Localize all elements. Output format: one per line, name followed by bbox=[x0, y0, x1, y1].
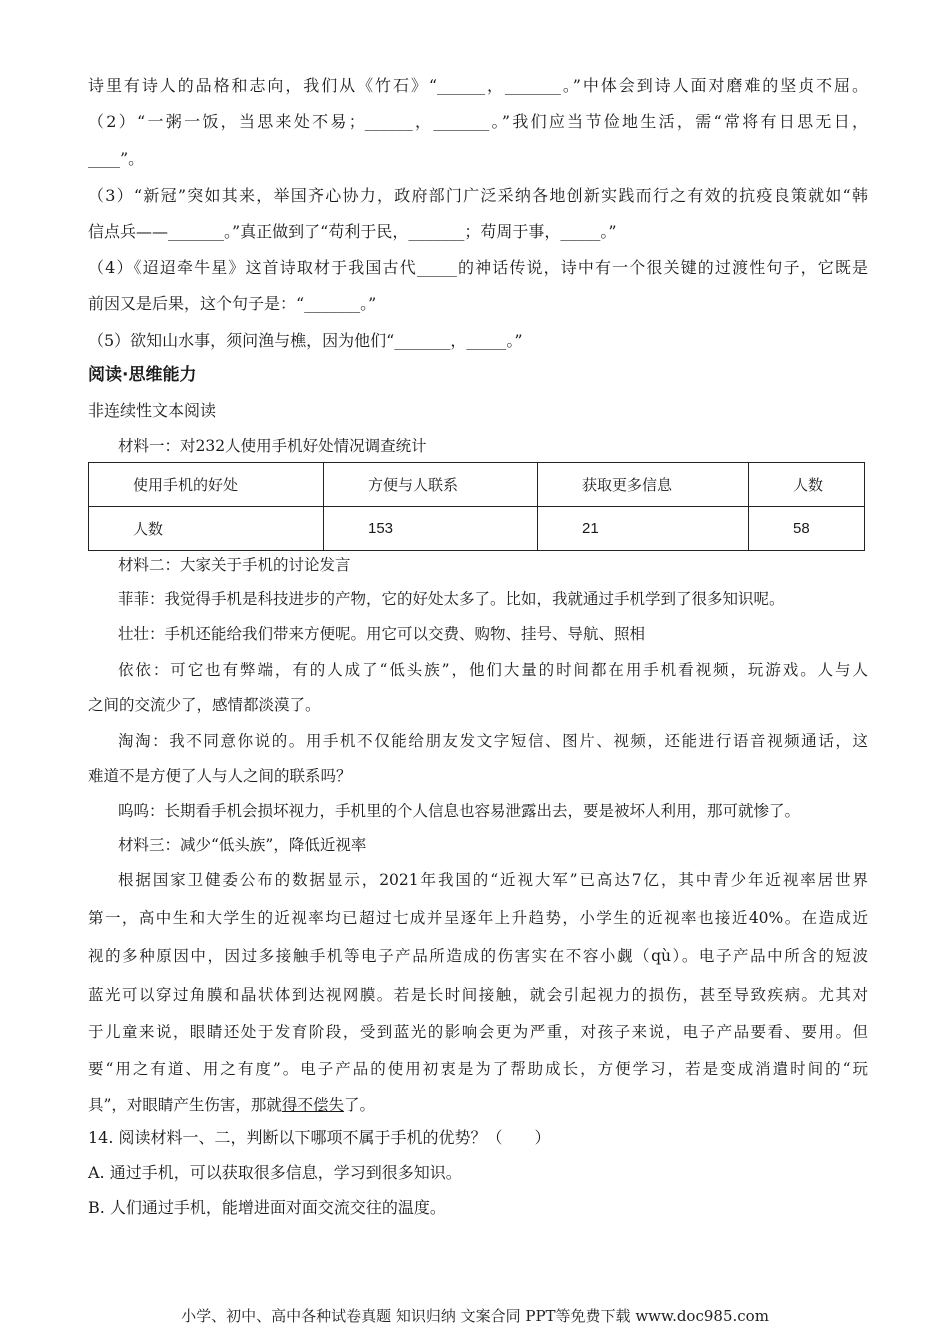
discussion-line: 菲菲：我觉得手机是科技进步的产物，它的好处太多了。比如，我就通过手机学到了很多知识呢。 bbox=[118, 590, 785, 608]
passage-line: 要“用之有道、用之有度”。电子产品的使用初衷是为了帮助成长，方便学习，若是变成消遣时间的“玩 bbox=[88, 1060, 868, 1078]
table-cell: 人数 bbox=[749, 463, 865, 507]
table-header-row bbox=[89, 463, 865, 507]
passage-text: 具”，对眼睛产生伤害，那就 bbox=[88, 1096, 282, 1114]
section-title: 阅读·思维能力 bbox=[88, 365, 197, 385]
survey-table bbox=[88, 462, 865, 551]
fill-in-line-8: （5）欲知山水事，须问渔与樵，因为他们“_______，_____。” bbox=[88, 331, 523, 350]
passage-line bbox=[88, 1094, 868, 1116]
discussion-line: 难道不是方便了人与人之间的联系吗？ bbox=[88, 767, 352, 785]
fill-in-line-5: 信点兵——_______。”真正做到了“苟利于民，_______；苟周于事，_____。” bbox=[88, 222, 617, 241]
table-cell: 58 bbox=[749, 507, 865, 551]
fill-in-line-3: ____”。 bbox=[88, 149, 145, 168]
table-cell: 获取更多信息 bbox=[538, 463, 749, 507]
table-cell: 153 bbox=[324, 507, 538, 551]
fill-in-line-7: 前因又是后果，这个句子是：“_______。” bbox=[88, 294, 377, 313]
discussion-line: 壮壮：手机还能给我们带来方便呢。用它可以交费、购物、挂号、导航、照相 bbox=[118, 625, 646, 643]
discussion-line: 依依：可它也有弊端，有的人成了“低头族”，他们大量的时间都在用手机看视频，玩游戏。人与人 bbox=[118, 661, 868, 679]
discussion-line: 淘淘：我不同意你说的。用手机不仅能给朋友发文字短信、图片、视频，还能进行语音视频通话，这 bbox=[118, 732, 868, 750]
question-14: 14. 阅读材料一、二，判断以下哪项不属于手机的优势？（ ） bbox=[88, 1128, 551, 1147]
fill-in-line-4: （3）“新冠”突如其来，举国齐心协力，政府部门广泛采纳各地创新实践而行之有效的抗疫良策就如“韩 bbox=[88, 186, 868, 205]
table-cell: 方便与人联系 bbox=[324, 463, 538, 507]
option-b: B. 人们通过手机，能增进面对面交流交往的温度。 bbox=[88, 1198, 446, 1217]
passage-line: 于儿童来说，眼睛还处于发育阶段，受到蓝光的影响会更为严重，对孩子来说，电子产品要看、要用。但 bbox=[88, 1023, 868, 1041]
discussion-line: 呜呜：长期看手机会损坏视力，手机里的个人信息也容易泄露出去，要是被坏人利用，那可就惨了。 bbox=[118, 802, 801, 820]
passage-line: 根据国家卫健委公布的数据显示，2021年我国的“近视大军”已高达7亿，其中青少年近视率居世界 bbox=[118, 871, 868, 889]
table-row bbox=[89, 507, 865, 551]
page-footer: 小学、初中、高中各种试卷真题 知识归纳 文案合同 PPT等免费下载 www.doc985.com bbox=[181, 1307, 769, 1325]
passage-line: 第一，高中生和大学生的近视率均已超过七成并呈逐年上升趋势，小学生的近视率也接近40%。在造成近 bbox=[88, 909, 868, 927]
fill-in-line-1: 诗里有诗人的品格和志向，我们从《竹石》“______，_______。”中体会到诗人面对磨难的坚贞不屈。 bbox=[88, 76, 868, 95]
table-cell: 使用手机的好处 bbox=[89, 463, 324, 507]
fill-in-line-2: （2）“一粥一饭，当思来处不易；______，_______。”我们应当节俭地生活，需“常将有日思无日， bbox=[88, 112, 868, 131]
material3-title: 材料三：减少“低头族”，降低近视率 bbox=[118, 836, 367, 854]
passage-text: 了。 bbox=[343, 1096, 375, 1114]
underlined-idiom: 得不偿失 bbox=[281, 1096, 344, 1114]
material2-title: 材料二：大家关于手机的讨论发言 bbox=[118, 556, 351, 574]
option-a: A. 通过手机，可以获取很多信息，学习到很多知识。 bbox=[88, 1163, 462, 1182]
material1-title: 材料一：对232人使用手机好处情况调查统计 bbox=[118, 437, 427, 455]
reading-subtitle: 非连续性文本阅读 bbox=[88, 401, 217, 420]
passage-line: 视的多种原因中，因过多接触手机等电子产品所造成的伤害实在不容小觑（qù）。电子产品中所含的短波 bbox=[88, 947, 868, 965]
passage-line: 蓝光可以穿过角膜和晶状体到达视网膜。若是长时间接触，就会引起视力的损伤，甚至导致疾病。尤其对 bbox=[88, 986, 868, 1004]
fill-in-line-6: （4）《迢迢牵牛星》这首诗取材于我国古代_____的神话传说，诗中有一个很关键的过渡性句子，它既是 bbox=[88, 258, 868, 277]
discussion-line: 之间的交流少了，感情都淡漠了。 bbox=[88, 696, 321, 714]
table-cell: 21 bbox=[538, 507, 749, 551]
table-cell: 人数 bbox=[89, 507, 324, 551]
